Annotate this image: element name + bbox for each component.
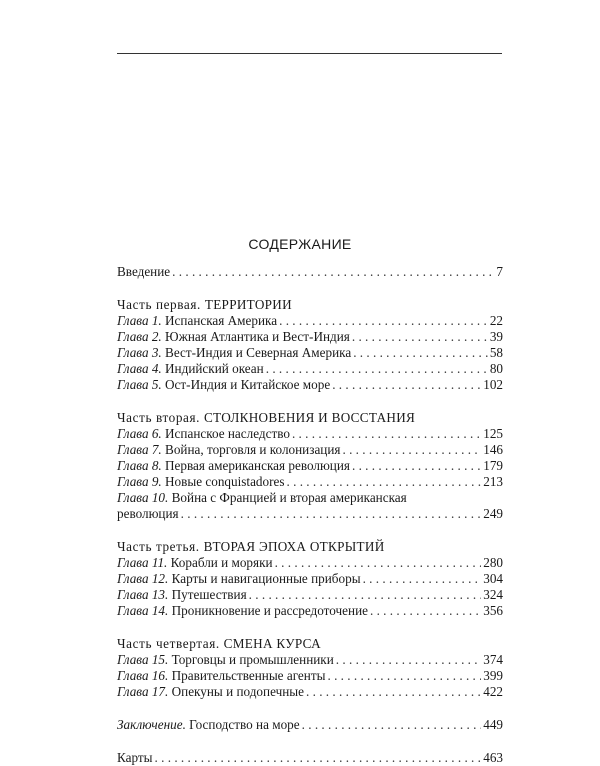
- toc-entry-intro[interactable]: [117, 264, 503, 280]
- chapter-number: Глава 14.: [117, 603, 169, 618]
- chapter-number: Глава 13.: [117, 587, 169, 602]
- part-heading-3: [117, 539, 503, 555]
- leader-dots: [306, 684, 481, 700]
- leader-dots: [352, 329, 488, 345]
- toc-entry-chapter-17[interactable]: [117, 684, 503, 700]
- toc-entry-chapter-14[interactable]: [117, 603, 503, 619]
- toc-entry-chapter-12[interactable]: [117, 571, 503, 587]
- leader-dots: [370, 603, 481, 619]
- page-number: 58: [489, 345, 503, 360]
- leader-dots: [353, 345, 488, 361]
- part-heading-2: [117, 410, 503, 426]
- chapter-number: Глава 11.: [117, 555, 168, 570]
- page-number: 213: [483, 474, 503, 489]
- chapter-title-continued: революция: [117, 506, 179, 521]
- toc-entry-chapter-4[interactable]: [117, 361, 503, 377]
- toc-entry-conclusion[interactable]: [117, 717, 503, 733]
- chapter-title: Опекуны и подопечные: [171, 684, 305, 699]
- page-number: 39: [489, 329, 503, 344]
- chapter-title: Корабли и моряки: [170, 555, 273, 570]
- part-prefix: Часть первая.: [117, 297, 201, 312]
- part-prefix: Часть четвертая.: [117, 636, 220, 651]
- page-number: 22: [489, 313, 503, 328]
- chapter-number: Глава 2.: [117, 329, 162, 344]
- page-number: 7: [496, 264, 503, 279]
- chapter-title: Проникновение и рассредоточение: [171, 603, 368, 618]
- chapter-title: Война, торговля и колонизация: [165, 442, 341, 457]
- toc-entry-chapter-10[interactable]: [117, 490, 503, 522]
- chapter-title: Южная Атлантика и Вест-Индия: [165, 329, 350, 344]
- chapter-title: Новые conquistadores: [165, 474, 285, 489]
- chapter-number: Глава 6.: [117, 426, 162, 441]
- table-of-contents: [117, 264, 503, 766]
- leader-dots: [155, 750, 482, 766]
- page-number: 304: [483, 571, 503, 586]
- chapter-title: Первая американская революция: [165, 458, 350, 473]
- leader-dots: [172, 264, 494, 280]
- conclusion-title: Господство на море: [189, 717, 300, 732]
- page-title: СОДЕРЖАНИЕ: [248, 236, 352, 252]
- chapter-number: Глава 7.: [117, 442, 162, 457]
- part-name: СТОЛКНОВЕНИЯ И ВОССТАНИЯ: [203, 410, 416, 425]
- part-name: ВТОРАЯ ЭПОХА ОТКРЫТИЙ: [203, 539, 385, 554]
- page-number: 399: [483, 668, 503, 683]
- toc-entry-chapter-3[interactable]: [117, 345, 503, 361]
- chapter-number: Глава 1.: [117, 313, 162, 328]
- chapter-title: Индийский океан: [165, 361, 264, 376]
- part-name: ТЕРРИТОРИИ: [204, 297, 292, 312]
- leader-dots: [249, 587, 482, 603]
- leader-dots: [302, 717, 482, 733]
- chapter-title: Торговцы и промышленники: [171, 652, 334, 667]
- page-number: 125: [483, 426, 503, 441]
- leader-dots: [275, 555, 482, 571]
- chapter-title: Испанское наследство: [165, 426, 290, 441]
- toc-entry-chapter-1[interactable]: [117, 313, 503, 329]
- toc-entry-chapter-11[interactable]: [117, 555, 503, 571]
- toc-entry-chapter-5[interactable]: [117, 377, 503, 393]
- chapter-number: Глава 16.: [117, 668, 169, 683]
- page-number: 80: [489, 361, 503, 376]
- page-number: 280: [483, 555, 503, 570]
- chapter-number: Глава 9.: [117, 474, 162, 489]
- entry-label: Введение: [117, 264, 171, 279]
- leader-dots: [336, 652, 481, 668]
- toc-entry-chapter-9[interactable]: [117, 474, 503, 490]
- chapter-number: Глава 5.: [117, 377, 162, 392]
- page-number: 102: [483, 377, 503, 392]
- toc-entry-chapter-7[interactable]: [117, 442, 503, 458]
- chapter-title: Путешествия: [171, 587, 247, 602]
- leader-dots: [292, 426, 481, 442]
- chapter-number: Глава 12.: [117, 571, 169, 586]
- top-rule: [117, 53, 502, 54]
- part-prefix: Часть третья.: [117, 539, 200, 554]
- entry-label: Карты: [117, 750, 153, 765]
- page-number: 463: [483, 750, 503, 765]
- chapter-title: Вест-Индия и Северная Америка: [165, 345, 352, 360]
- conclusion-label: Заключение.: [117, 717, 186, 732]
- leader-dots: [332, 377, 481, 393]
- leader-dots: [342, 442, 481, 458]
- page-number: 449: [483, 717, 503, 732]
- page-number: 356: [483, 603, 503, 618]
- toc-entry-chapter-13[interactable]: [117, 587, 503, 603]
- chapter-number: Глава 10.: [117, 490, 169, 505]
- toc-entry-chapter-2[interactable]: [117, 329, 503, 345]
- part-name: СМЕНА КУРСА: [223, 636, 321, 651]
- leader-dots: [279, 313, 488, 329]
- chapter-title: Ост-Индия и Китайское море: [165, 377, 331, 392]
- leader-dots: [266, 361, 488, 377]
- toc-entry-chapter-16[interactable]: [117, 668, 503, 684]
- leader-dots: [287, 474, 482, 490]
- toc-entry-maps[interactable]: [117, 750, 503, 766]
- chapter-number: Глава 3.: [117, 345, 162, 360]
- part-heading-4: [117, 636, 503, 652]
- chapter-title: Карты и навигационные приборы: [171, 571, 361, 586]
- chapter-number: Глава 8.: [117, 458, 162, 473]
- page-number: 324: [483, 587, 503, 602]
- leader-dots: [352, 458, 481, 474]
- chapter-title: Война с Францией и вторая американская: [171, 490, 407, 505]
- leader-dots: [181, 506, 482, 522]
- page-number: 422: [483, 684, 503, 699]
- part-heading-1: [117, 297, 503, 313]
- chapter-title: Правительственные агенты: [171, 668, 326, 683]
- chapter-number: Глава 4.: [117, 361, 162, 376]
- page-number: 146: [483, 442, 503, 457]
- leader-dots: [327, 668, 481, 684]
- page-number: 374: [483, 652, 503, 667]
- chapter-number: Глава 15.: [117, 652, 169, 667]
- leader-dots: [363, 571, 482, 587]
- toc-entry-chapter-6[interactable]: [117, 426, 503, 442]
- toc-entry-chapter-8[interactable]: [117, 458, 503, 474]
- chapter-number: Глава 17.: [117, 684, 169, 699]
- toc-entry-chapter-15[interactable]: [117, 652, 503, 668]
- chapter-title: Испанская Америка: [165, 313, 278, 328]
- page-number: 249: [483, 506, 503, 521]
- part-prefix: Часть вторая.: [117, 410, 201, 425]
- page-number: 179: [483, 458, 503, 473]
